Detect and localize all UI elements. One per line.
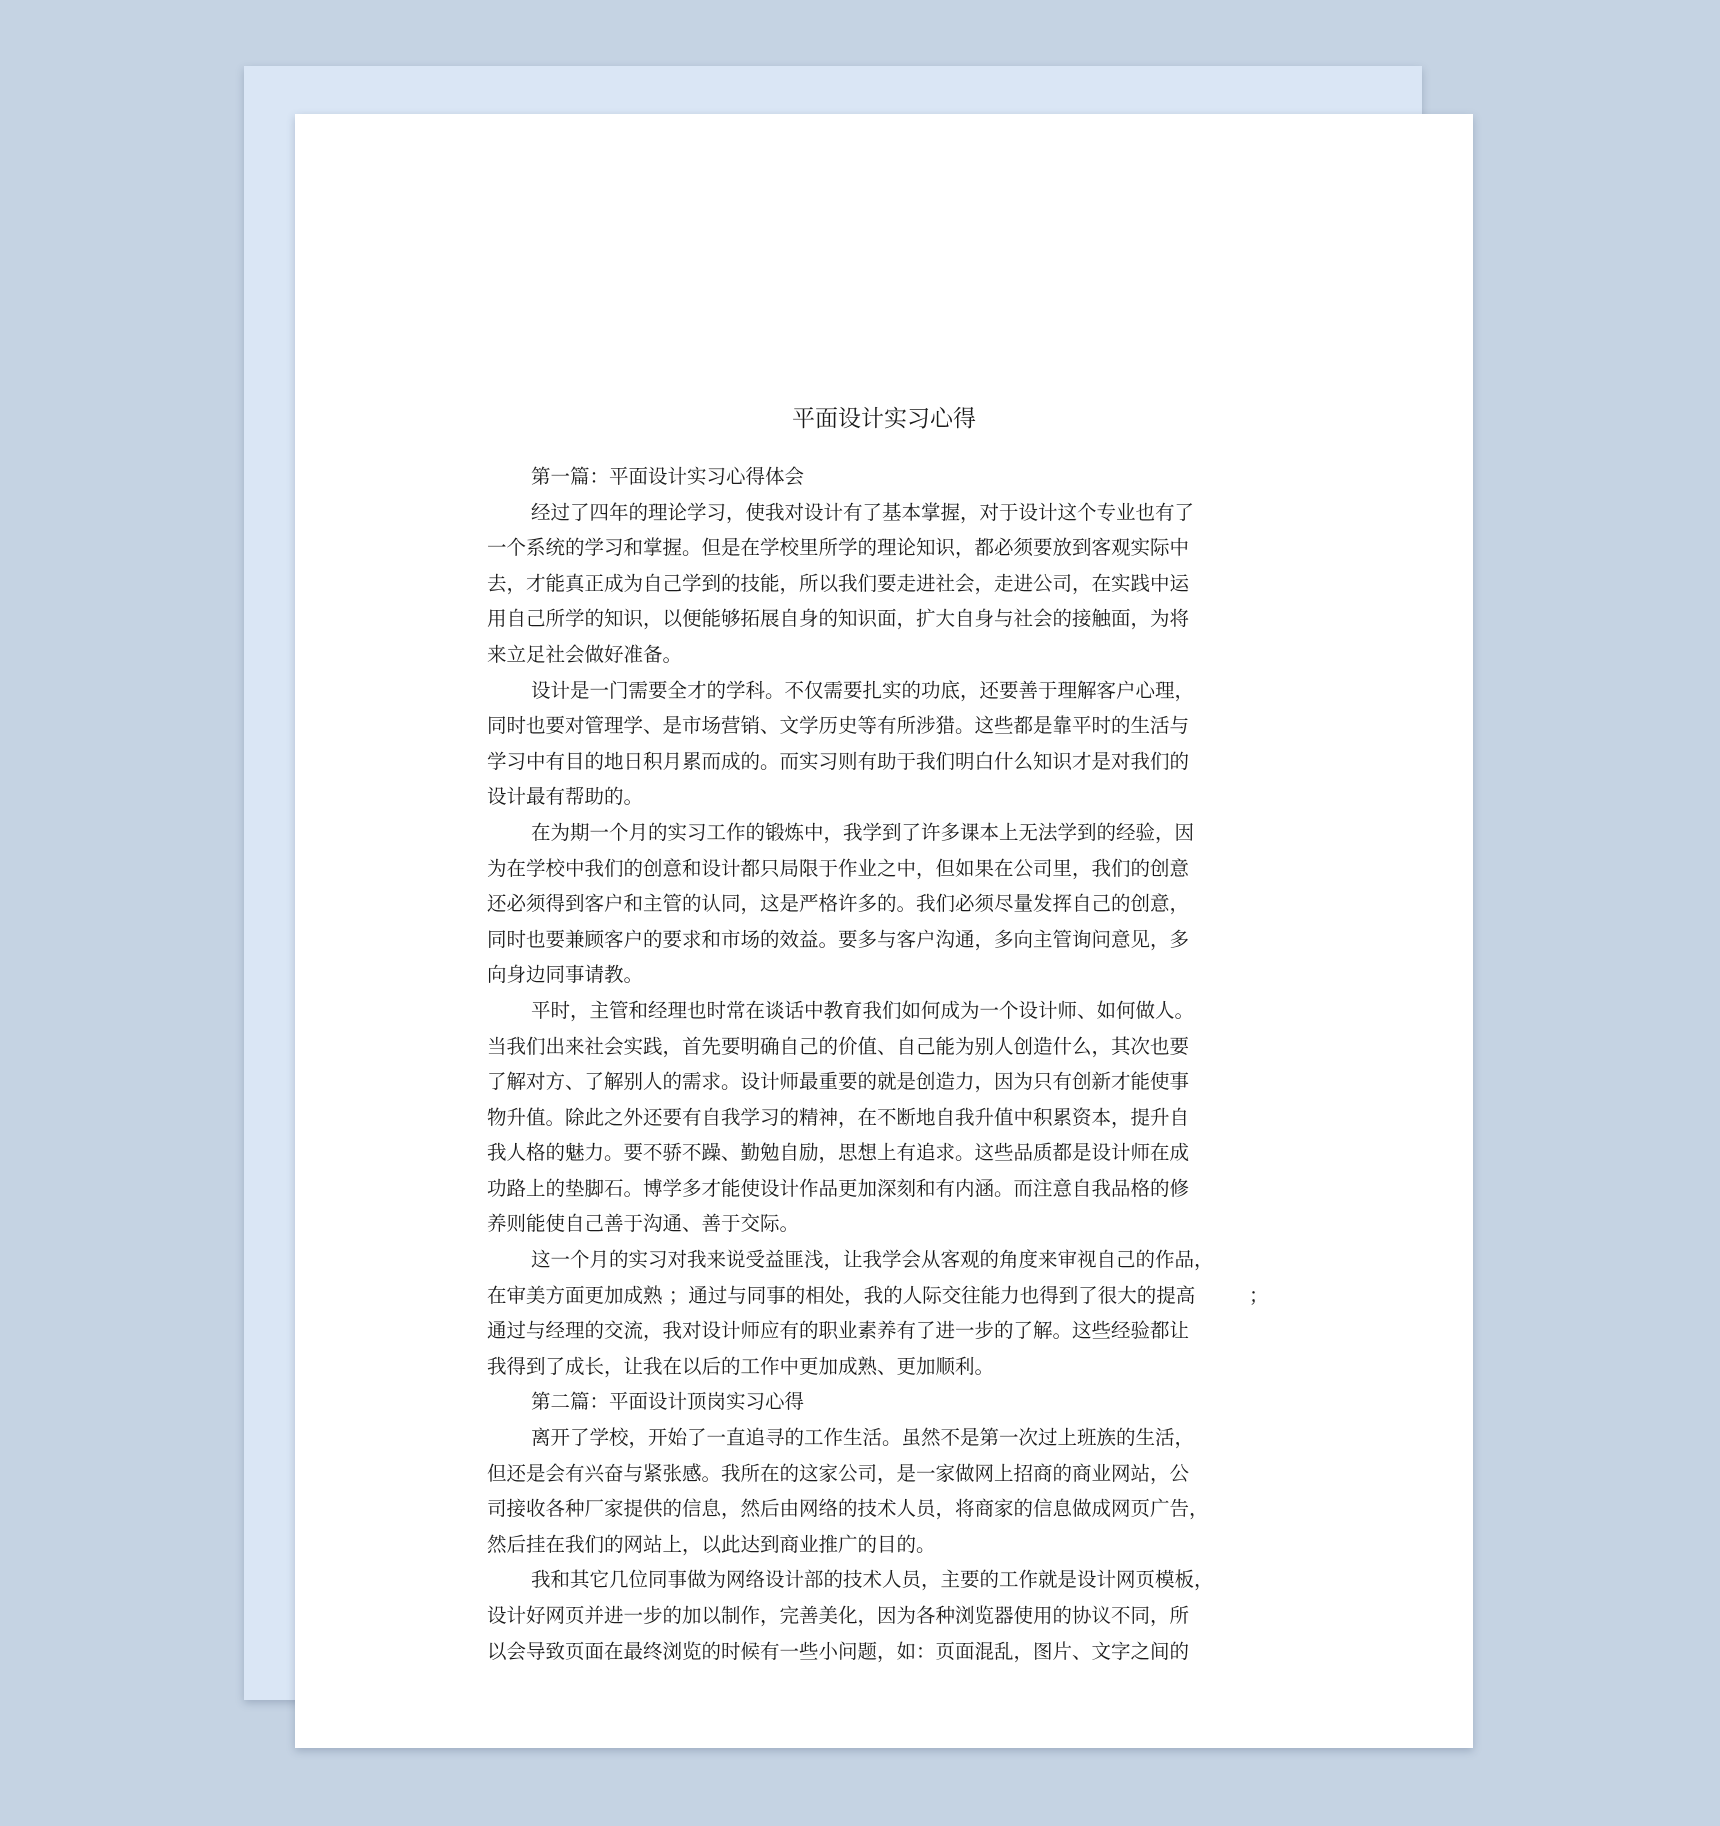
text-line: 物升值。除此之外还要有自我学习的精神，在不断地自我升值中积累资本，提升自	[487, 1105, 1190, 1129]
text-line: 为在学校中我们的创意和设计都只局限于作业之中，但如果在公司里，我们的创意	[487, 856, 1190, 880]
text-line: 当我们出来社会实践，首先要明确自己的价值、自己能为别人创造什么，其次也要	[487, 1034, 1190, 1058]
text-line: 通过与经理的交流，我对设计师应有的职业素养有了进一步的了解。这些经验都让	[487, 1319, 1190, 1343]
stray-semicolon: ；	[1249, 1284, 1269, 1307]
section-heading: 第一篇：平面设计实习心得体会	[531, 465, 805, 488]
text-line: 功路上的垫脚石。博学多才能使设计作品更加深刻和有内涵。而注意自我品格的修	[487, 1176, 1190, 1200]
text-line: 在为期一个月的实习工作的锻炼中，我学到了许多课本上无法学到的经验，因	[531, 820, 1195, 844]
text-line: 同时也要对管理学、是市场营销、文学历史等有所涉猎。这些都是靠平时的生活与	[487, 714, 1190, 738]
document-body	[487, 459, 1227, 1669]
text-line: 养则能使自己善于沟通、善于交际。	[487, 1212, 800, 1236]
text-line: 设计是一门需要全才的学科。不仅需要扎实的功底，还要善于理解客户心理，	[531, 678, 1195, 702]
text-line: 然后挂在我们的网站上，以此达到商业推广的目的。	[487, 1532, 936, 1556]
text-line: 学习中有目的地日积月累而成的。而实习则有助于我们明白什么知识才是对我们的	[487, 749, 1190, 773]
text-line: 一个系统的学习和掌握。但是在学校里所学的理论知识，都必须要放到客观实际中	[487, 536, 1190, 560]
text-line: 我得到了成长，让我在以后的工作中更加成熟、更加顺利。	[487, 1354, 995, 1378]
text-line: 我人格的魅力。要不骄不躁、勤勉自励，思想上有追求。这些品质都是设计师在成	[487, 1141, 1190, 1165]
text-line: 设计好网页并进一步的加以制作，完善美化，因为各种浏览器使用的协议不同，所	[487, 1604, 1190, 1627]
document-title: 平面设计实习心得	[792, 406, 976, 432]
text-line: 司接收各种厂家提供的信息，然后由网络的技术人员，将商家的信息做成网页广告，	[487, 1497, 1209, 1521]
text-line: 这一个月的实习对我来说受益匪浅，让我学会从客观的角度来审视自己的作品，	[531, 1248, 1214, 1272]
text-line: 但还是会有兴奋与紧张感。我所在的这家公司，是一家做网上招商的商业网站，公	[487, 1461, 1190, 1485]
text-line: 以会导致页面在最终浏览的时候有一些小问题，如：页面混乱，图片、文字之间的	[487, 1639, 1190, 1663]
section-heading: 第二篇：平面设计顶岗实习心得	[531, 1390, 805, 1414]
text-line: 向身边同事请教。	[487, 963, 644, 987]
text-line: 离开了学校，开始了一直追寻的工作生活。虽然不是第一次过上班族的生活，	[531, 1426, 1195, 1450]
text-line: 我和其它几位同事做为网络设计部的技术人员，主要的工作就是设计网页模板，	[531, 1568, 1214, 1592]
text-line: 了解对方、了解别人的需求。设计师最重要的就是创造力，因为只有创新才能使事	[487, 1070, 1190, 1094]
text-line: 用自己所学的知识，以便能够拓展自身的知识面，扩大自身与社会的接触面，为将	[487, 607, 1190, 631]
text-line: 来立足社会做好准备。	[487, 642, 683, 666]
text-line: 同时也要兼顾客户的要求和市场的效益。要多与客户沟通，多向主管询问意见，多	[487, 927, 1190, 951]
text-line: 去，才能真正成为自己学到的技能，所以我们要走进社会，走进公司，在实践中运	[487, 571, 1190, 595]
text-line: 在审美方面更加成熟 ；通过与同事的相处，我的人际交往能力也得到了很大的提高	[487, 1283, 1196, 1307]
document-page	[295, 114, 1473, 1748]
text-line: 还必须得到客户和主管的认同，这是严格许多的。我们必须尽量发挥自己的创意，	[487, 892, 1190, 916]
text-line: 平时，主管和经理也时常在谈话中教育我们如何成为一个设计师、如何做人。	[531, 998, 1195, 1022]
text-line: 设计最有帮助的。	[487, 785, 644, 809]
text-line: 经过了四年的理论学习，使我对设计有了基本掌握，对于设计这个专业也有了	[531, 500, 1195, 524]
